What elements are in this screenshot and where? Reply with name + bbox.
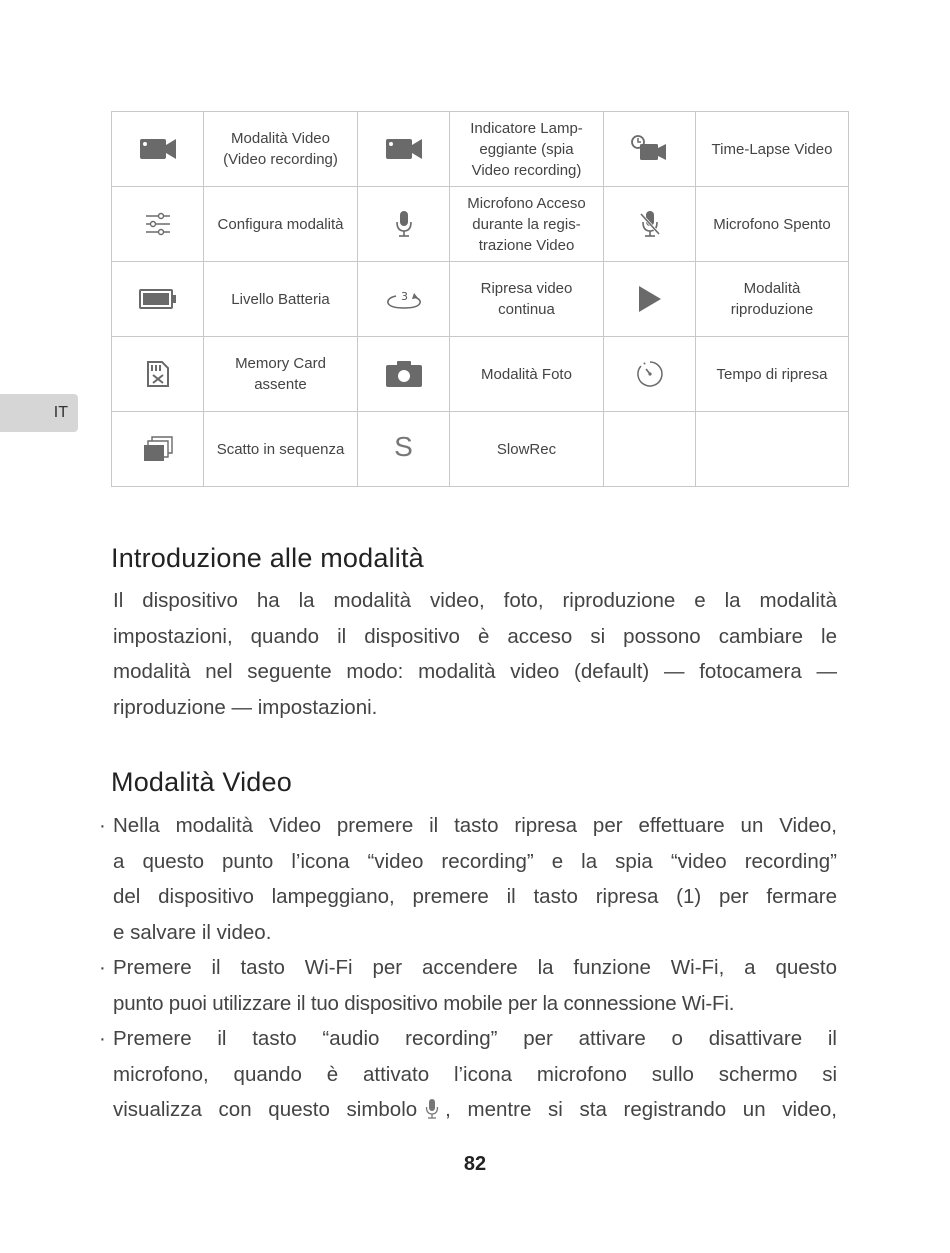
- table-cell-icon: [604, 187, 696, 262]
- text-line: riproduzione — impostazioni.: [113, 695, 378, 719]
- text-line: punto puoi utilizzare il tuo dispositivo mobile per la connessione Wi-Fi.: [113, 991, 735, 1015]
- table-cell-label: Memory Card assente: [204, 337, 358, 412]
- table-row: [112, 112, 849, 187]
- bullet-item: [99, 808, 837, 950]
- text-line: modalità nel seguente modo: modalità video (default) — fotocamera —: [113, 660, 837, 683]
- table-row: [112, 262, 849, 337]
- table-cell-icon: [112, 412, 204, 487]
- text-fragment: visualizza con questo simbolo: [113, 1098, 418, 1121]
- table-cell-label: Time-Lapse Video: [696, 112, 849, 187]
- table-cell-icon: [358, 187, 450, 262]
- svg-text:3: 3: [400, 290, 408, 303]
- burst-shot-icon: [143, 436, 173, 462]
- intro-paragraph: [113, 583, 837, 725]
- table-cell-label: Microfono Spento: [696, 187, 849, 262]
- text-line: [113, 1092, 837, 1128]
- photo-camera-icon: [385, 360, 423, 388]
- language-tab-label: IT: [53, 404, 68, 421]
- table-cell-icon: [112, 262, 204, 337]
- text-line: microfono, quando è attivato l’icona microfono sullo schermo si: [113, 1062, 837, 1086]
- table-cell-label: Modalità riproduzione: [696, 262, 849, 337]
- table-cell-icon: [604, 262, 696, 337]
- microphone-icon: [395, 210, 413, 238]
- table-cell-icon: [604, 112, 696, 187]
- text-line: e salvare il video.: [113, 920, 272, 944]
- table-cell-label: Configura modalità: [204, 187, 358, 262]
- play-icon: [637, 284, 663, 314]
- table-cell-label: SlowRec: [450, 412, 604, 487]
- icon-legend-table: [111, 111, 849, 487]
- text-line: impostazioni, quando il dispositivo è acceso si possono cambiare le: [113, 624, 837, 648]
- bullet-item: [99, 1021, 837, 1128]
- table-cell-label: Indicatore Lamp- eggiante (spia Video recording): [450, 112, 604, 187]
- loop-recording-icon: [384, 287, 424, 311]
- slowrec-s-icon: S: [394, 431, 413, 462]
- table-cell-label: Modalità Foto: [450, 337, 604, 412]
- bullet-item: [99, 950, 853, 1021]
- section-title-intro: Introduzione alle modalità: [111, 543, 424, 573]
- table-cell-icon: [358, 337, 450, 412]
- video-camera-icon: [139, 137, 177, 161]
- table-cell-icon: [112, 112, 204, 187]
- bullet-dot: ·: [99, 814, 106, 837]
- table-cell-icon: [604, 412, 696, 487]
- table-row: [112, 412, 849, 487]
- microphone-icon: [425, 1098, 439, 1120]
- bullet-dot: ·: [99, 956, 106, 979]
- bullet-dot: ·: [99, 1027, 106, 1050]
- sliders-icon: [144, 211, 172, 237]
- video-camera-icon: [385, 137, 423, 161]
- page-number: 82: [463, 1153, 487, 1175]
- table-cell-label: Modalità Video (Video recording): [204, 112, 358, 187]
- table-cell-label: Microfono Acceso durante la regis- trazione Video: [450, 187, 604, 262]
- table-cell-label: [696, 412, 849, 487]
- microphone-off-icon: [639, 210, 661, 238]
- table-cell-label: Ripresa video continua: [450, 262, 604, 337]
- section-title-video: Modalità Video: [111, 767, 292, 797]
- timer-icon: [635, 359, 665, 389]
- table-row: [112, 337, 849, 412]
- text-line: Premere il tasto Wi-Fi per accendere la funzione Wi-Fi, a questo: [113, 956, 837, 979]
- timelapse-video-icon: [630, 134, 670, 164]
- table-cell-icon: [358, 262, 450, 337]
- text-line: a questo punto l’icona “video recording” e la spia “video recording”: [113, 849, 837, 873]
- language-tab: [0, 394, 78, 432]
- table-row: [112, 187, 849, 262]
- table-cell-icon: [112, 187, 204, 262]
- text-line: Il dispositivo ha la modalità video, foto, riproduzione e la modalità: [113, 589, 837, 612]
- table-cell-icon: [358, 412, 450, 487]
- text-line: Nella modalità Video premere il tasto ripresa per effettuare un Video,: [113, 814, 837, 837]
- no-sd-card-icon: [146, 360, 170, 388]
- battery-icon: [139, 288, 177, 310]
- table-cell-label: Tempo di ripresa: [696, 337, 849, 412]
- table-cell-icon: [112, 337, 204, 412]
- table-cell-icon: [358, 112, 450, 187]
- table-cell-label: Scatto in sequenza: [204, 412, 358, 487]
- table-cell-icon: [604, 337, 696, 412]
- text-line: del dispositivo lampeggiano, premere il tasto ripresa (1) per fermare: [113, 885, 837, 908]
- text-line: Premere il tasto “audio recording” per attivare o disattivare il: [113, 1027, 837, 1050]
- text-fragment: , mentre si sta registrando un video,: [445, 1098, 837, 1121]
- table-cell-label: Livello Batteria: [204, 262, 358, 337]
